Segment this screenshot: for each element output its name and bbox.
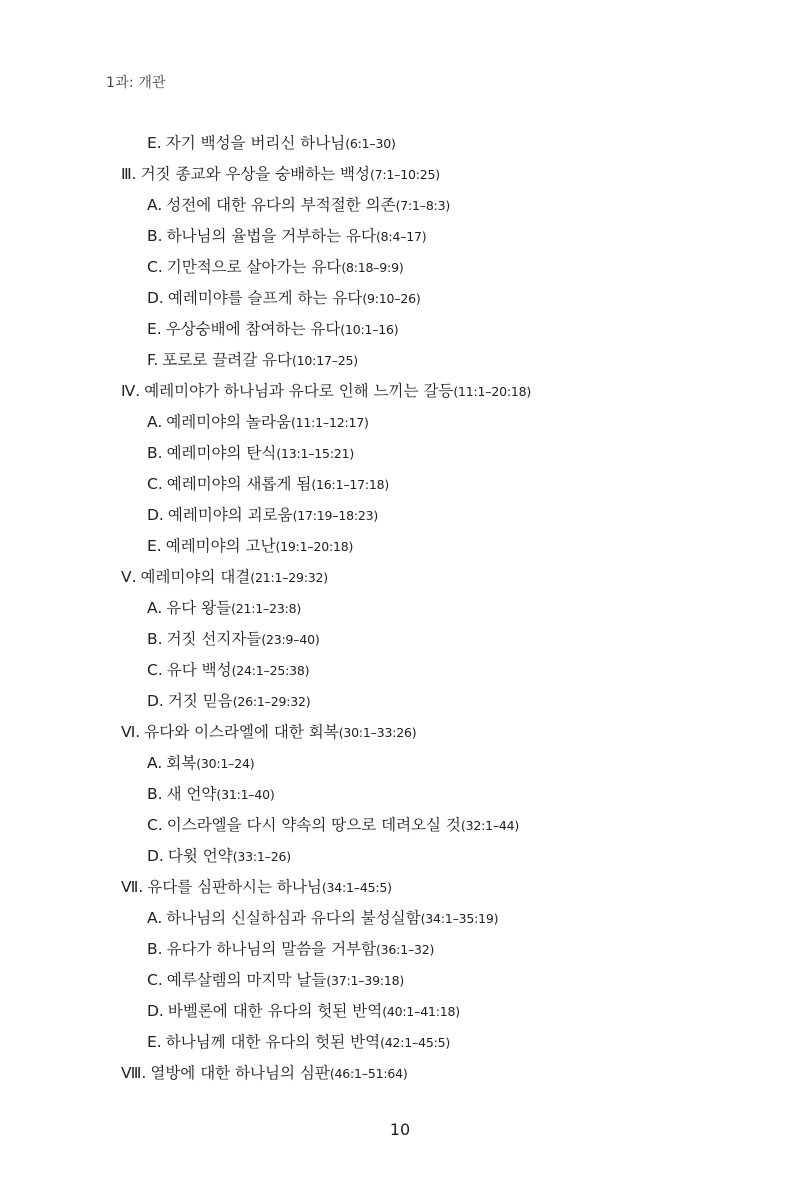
scripture-reference: (40:1–41:18) <box>382 1004 460 1019</box>
outline-subsection <box>0 221 800 252</box>
outline-section <box>0 159 800 190</box>
outline-subsection <box>0 314 800 345</box>
scripture-reference: (7:1–10:25) <box>369 167 440 182</box>
scripture-reference: (30:1–33:26) <box>338 725 417 740</box>
outline-number: Ⅶ. <box>121 878 144 896</box>
scripture-reference: (19:1–20:18) <box>275 539 354 554</box>
outline-subsection <box>0 965 800 996</box>
outline-number: A. <box>147 196 163 214</box>
outline-number: D. <box>147 506 164 524</box>
outline-number: Ⅵ. <box>121 723 141 741</box>
outline-title: 바벨론에 대한 유다의 헛된 반역 <box>167 1002 383 1020</box>
outline-title: 예레미야를 슬프게 하는 유다 <box>167 289 363 307</box>
outline-title: 거짓 종교와 우상을 숭배하는 백성 <box>140 165 370 183</box>
page-number: 10 <box>389 1120 411 1139</box>
outline-number: B. <box>147 785 163 803</box>
outline-subsection <box>0 934 800 965</box>
outline-title: 하나님께 대한 유다의 헛된 반역 <box>165 1033 381 1051</box>
scripture-reference: (36:1–32) <box>376 942 435 957</box>
scripture-reference: (34:1–45:5) <box>321 880 392 895</box>
outline-number: B. <box>147 227 163 245</box>
outline-section <box>0 376 800 407</box>
outline-number: C. <box>147 971 163 989</box>
outline-title: 예레미야의 새롭게 됨 <box>166 475 312 493</box>
outline-title: 우상숭배에 참여하는 유다 <box>165 320 341 338</box>
outline-section <box>0 717 800 748</box>
outline-title: 예레미야가 하나님과 유다로 인해 느끼는 갈등 <box>144 382 454 400</box>
scripture-reference: (10:1–16) <box>340 322 399 337</box>
outline-subsection <box>0 903 800 934</box>
outline-title: 예루살렘의 마지막 날들 <box>166 971 327 989</box>
scripture-reference: (17:19–18:23) <box>292 508 379 523</box>
scripture-reference: (34:1–35:19) <box>420 911 499 926</box>
outline-number: A. <box>147 909 163 927</box>
outline-number: C. <box>147 816 163 834</box>
outline-title: 거짓 믿음 <box>167 692 233 710</box>
scripture-reference: (42:1–45:5) <box>380 1035 451 1050</box>
outline-subsection <box>0 1027 800 1058</box>
outline-subsection <box>0 779 800 810</box>
scripture-reference: (24:1–25:38) <box>231 663 310 678</box>
outline-number: B. <box>147 940 163 958</box>
outline-title: 회복 <box>166 754 197 772</box>
scripture-reference: (6:1–30) <box>345 136 396 151</box>
outline-number: A. <box>147 599 163 617</box>
outline-number: Ⅲ. <box>121 165 137 183</box>
outline-number: C. <box>147 258 163 276</box>
scripture-reference: (21:1–23:8) <box>231 601 302 616</box>
running-header: 1과: 개관 <box>106 75 166 91</box>
outline-title: 예레미야의 대결 <box>140 568 251 586</box>
outline-subsection <box>0 345 800 376</box>
scripture-reference: (7:1–8:3) <box>395 198 451 213</box>
scripture-reference: (32:1–44) <box>460 818 520 833</box>
outline-number: B. <box>147 444 163 462</box>
outline-title: 열방에 대한 하나님의 심판 <box>150 1064 330 1082</box>
outline-subsection <box>0 810 800 841</box>
outline-number: Ⅴ. <box>121 568 137 586</box>
scripture-reference: (23:9–40) <box>261 632 320 647</box>
book-outline <box>0 128 800 1089</box>
outline-subsection <box>0 748 800 779</box>
scripture-reference: (11:1–12:17) <box>290 415 369 430</box>
outline-subsection <box>0 438 800 469</box>
scripture-reference: (46:1–51:64) <box>329 1066 408 1081</box>
outline-number: D. <box>147 692 164 710</box>
scripture-reference: (31:1–40) <box>216 787 275 802</box>
scripture-reference: (8:4–17) <box>376 229 427 244</box>
outline-subsection <box>0 500 800 531</box>
scripture-reference: (13:1–15:21) <box>276 446 355 461</box>
outline-subsection <box>0 593 800 624</box>
scripture-reference: (30:1–24) <box>196 756 255 771</box>
outline-number: Ⅷ. <box>121 1064 147 1082</box>
outline-number: E. <box>147 320 162 338</box>
outline-title: 기만적으로 살아가는 유다 <box>166 258 342 276</box>
outline-title: 포로로 끌려갈 유다 <box>162 351 292 369</box>
outline-number: B. <box>147 630 163 648</box>
outline-number: D. <box>147 847 164 865</box>
outline-number: Ⅳ. <box>121 382 141 400</box>
outline-subsection <box>0 531 800 562</box>
outline-title: 다윗 언약 <box>167 847 233 865</box>
scripture-reference: (37:1–39:18) <box>326 973 405 988</box>
outline-number: C. <box>147 661 163 679</box>
outline-title: 성전에 대한 유다의 부적절한 의존 <box>166 196 396 214</box>
scripture-reference: (16:1–17:18) <box>311 477 390 492</box>
outline-title: 유다 백성 <box>166 661 232 679</box>
scripture-reference: (11:1–20:18) <box>453 384 532 399</box>
outline-number: D. <box>147 289 164 307</box>
outline-title: 자기 백성을 버리신 하나님 <box>165 134 346 152</box>
outline-number: E. <box>147 134 162 152</box>
outline-title: 새 언약 <box>166 785 217 803</box>
outline-title: 예레미야의 탄식 <box>166 444 277 462</box>
outline-number: A. <box>147 754 163 772</box>
outline-subsection <box>0 841 800 872</box>
outline-title: 유다 왕들 <box>166 599 232 617</box>
scripture-reference: (10:17–25) <box>292 353 358 368</box>
outline-section <box>0 1058 800 1089</box>
outline-subsection <box>0 686 800 717</box>
scripture-reference: (21:1–29:32) <box>250 570 328 585</box>
outline-subsection <box>0 252 800 283</box>
outline-subsection <box>0 283 800 314</box>
outline-number: A. <box>147 413 163 431</box>
outline-section <box>0 562 800 593</box>
outline-title: 예레미야의 고난 <box>165 537 276 555</box>
outline-section <box>0 872 800 903</box>
outline-subsection <box>0 655 800 686</box>
outline-subsection <box>0 190 800 221</box>
outline-title: 거짓 선지자들 <box>166 630 262 648</box>
scripture-reference: (26:1–29:32) <box>232 694 311 709</box>
outline-title: 예레미야의 괴로움 <box>167 506 293 524</box>
outline-subsection <box>0 469 800 500</box>
outline-title: 유다를 심판하시는 하나님 <box>147 878 322 896</box>
outline-subsection <box>0 624 800 655</box>
outline-title: 하나님의 율법을 거부하는 유다 <box>166 227 376 245</box>
outline-title: 하나님의 신실하심과 유다의 불성실함 <box>166 909 421 927</box>
outline-number: E. <box>147 1033 162 1051</box>
outline-title: 예레미야의 놀라움 <box>166 413 291 431</box>
outline-title: 유다가 하나님의 말씀을 거부함 <box>166 940 376 958</box>
outline-title: 이스라엘을 다시 약속의 땅으로 데려오실 것 <box>166 816 461 834</box>
outline-title: 유다와 이스라엘에 대한 회복 <box>144 723 339 741</box>
outline-number: C. <box>147 475 163 493</box>
outline-subsection <box>0 996 800 1027</box>
outline-subsection <box>0 128 800 159</box>
outline-number: E. <box>147 537 162 555</box>
scripture-reference: (8:18–9:9) <box>341 260 404 275</box>
scripture-reference: (33:1–26) <box>232 849 291 864</box>
scripture-reference: (9:10–26) <box>362 291 421 306</box>
outline-number: D. <box>147 1002 164 1020</box>
outline-number: F. <box>147 351 159 369</box>
outline-subsection <box>0 407 800 438</box>
